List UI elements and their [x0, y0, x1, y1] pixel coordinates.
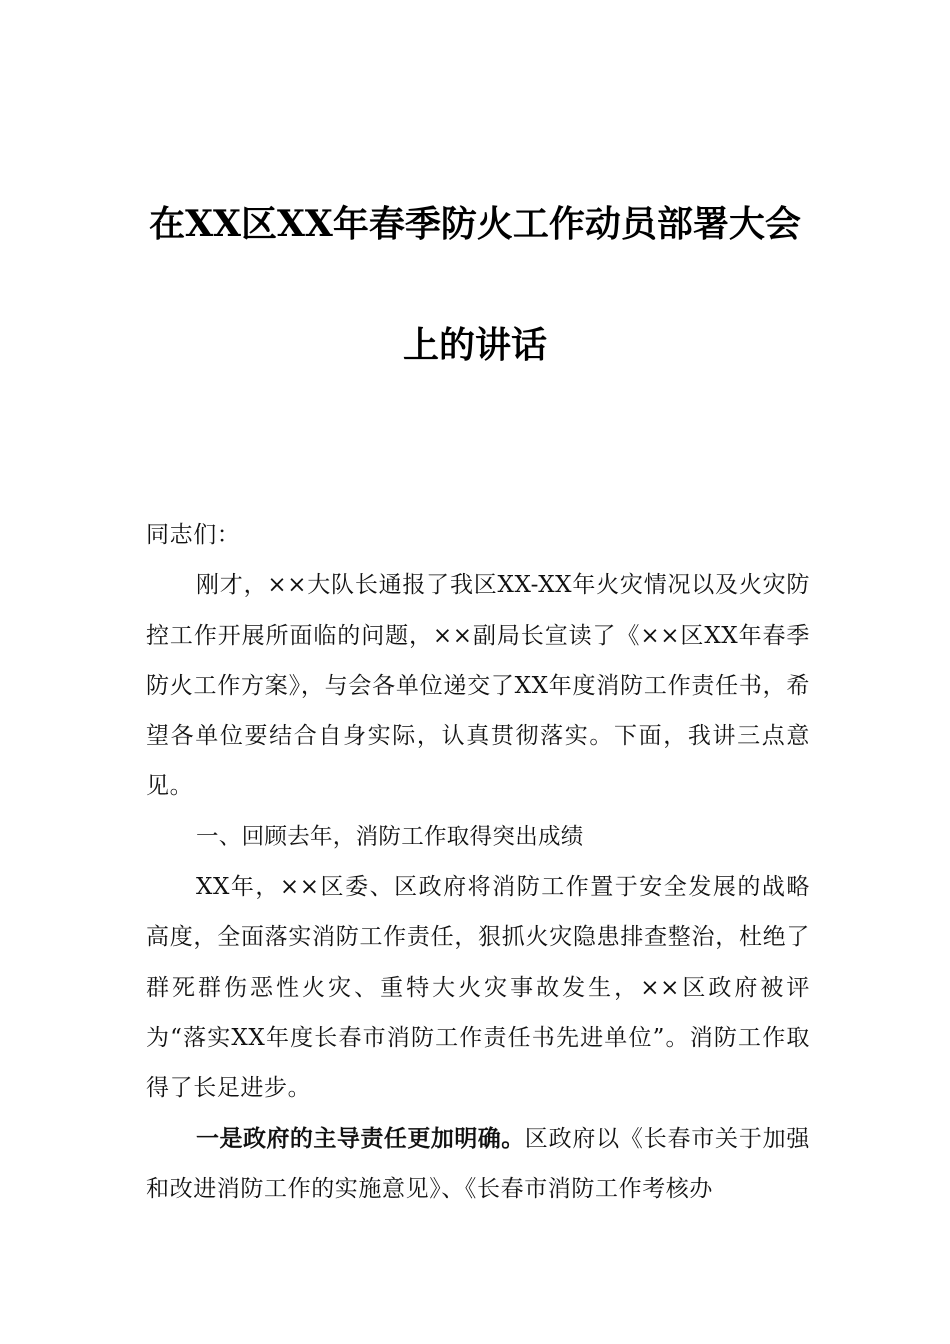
document-title-line-2: 上的讲话	[402, 324, 547, 366]
point-1-text: 区政府以《长春市关于加强和改进消防工作的实施意见》、《长春市消防工作考核办	[146, 1125, 811, 1202]
point-1-lead: 一是政府的主导责任更加明确。	[196, 1125, 525, 1152]
section-1-heading: 一、回顾去年，消防工作取得突出成绩	[196, 823, 584, 850]
point-1-paragraph	[146, 1114, 810, 1215]
opening-paragraph: 刚才，××大队长通报了我区XX-XX年火灾情况以及火灾防控工作开展所面临的问题，××副局长宣读了《××区XX年春季防火工作方案》，与会各单位递交了XX年度消防工作责任书，希望各单位要结合自身实际，认真贯彻落实。下面，我讲三点意见。	[146, 572, 810, 800]
document-title-line-1: 在XX区XX年春季防火工作动员部署大会	[149, 203, 801, 245]
section-1-paragraph: XX年，××区委、区政府将消防工作置于安全发展的战略高度，全面落实消防工作责任，狠抓火灾隐患排查整治，杜绝了群死群伤恶性火灾、重特大火灾事故发生，××区政府被评为“落实XX年度长春市消防工作责任书先进单位”。消防工作取得了长足进步。	[146, 874, 810, 1102]
document-body	[146, 510, 810, 1214]
salutation: 同志们：	[146, 522, 241, 548]
